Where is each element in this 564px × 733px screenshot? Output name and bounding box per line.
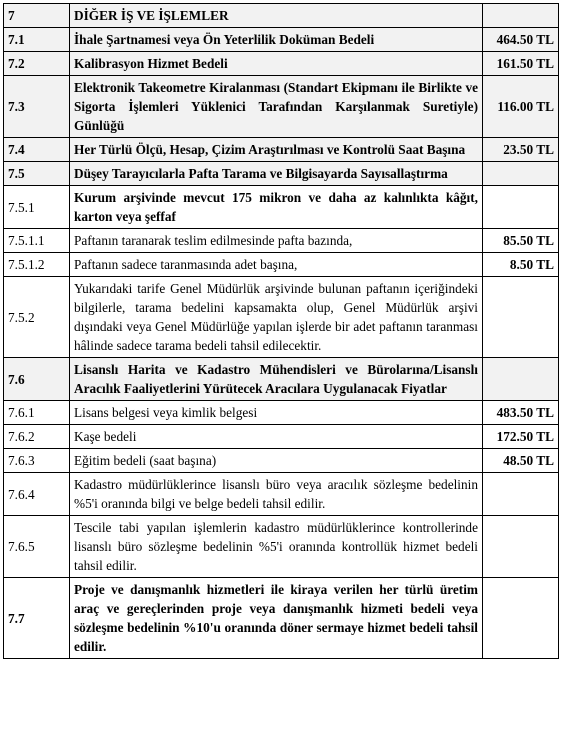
row-description: DİĞER İŞ VE İŞLEMLER — [70, 4, 483, 28]
row-price — [483, 516, 559, 578]
fee-table-body — [4, 4, 559, 659]
row-code: 7.4 — [4, 138, 70, 162]
row-description: Düşey Tarayıcılarla Pafta Tarama ve Bilgisayarda Sayısallaştırma — [70, 162, 483, 186]
fee-table — [3, 3, 559, 659]
row-price — [483, 578, 559, 659]
row-price: 85.50 TL — [483, 229, 559, 253]
row-code: 7.5.1.2 — [4, 253, 70, 277]
row-price: 464.50 TL — [483, 28, 559, 52]
row-description: Lisans belgesi veya kimlik belgesi — [70, 401, 483, 425]
table-row — [4, 401, 559, 425]
row-description: Yukarıdaki tarife Genel Müdürlük arşivinde bulunan paftanın içeriğindeki bilgilerle, tarama bedelini kapsamakta olup, Genel Müdürlük arşivi dışındaki veya Genel Müdürlüğe yapılan işlerde bir adet paftanın taranması hâlinde sadece tarama bedeli tahsil edilecektir. — [70, 277, 483, 358]
row-code: 7.7 — [4, 578, 70, 659]
row-code: 7.5.2 — [4, 277, 70, 358]
table-row — [4, 52, 559, 76]
table-row — [4, 277, 559, 358]
row-description: Tescile tabi yapılan işlemlerin kadastro müdürlüklerince kontrollerinde lisanslı büro sözleşme bedelinin %5'i oranında kontrollük hizmet bedeli tahsil edilir. — [70, 516, 483, 578]
table-row — [4, 425, 559, 449]
table-row — [4, 449, 559, 473]
row-description: Eğitim bedeli (saat başına) — [70, 449, 483, 473]
row-description: Elektronik Takeometre Kiralanması (Standart Ekipmanı ile Birlikte ve Sigorta İşlemleri Yüklenici Tarafından Karşılanmak Suretiyle) Günlüğü — [70, 76, 483, 138]
row-price — [483, 358, 559, 401]
row-code: 7.6.2 — [4, 425, 70, 449]
row-description: Kalibrasyon Hizmet Bedeli — [70, 52, 483, 76]
row-code: 7.6.5 — [4, 516, 70, 578]
row-price: 172.50 TL — [483, 425, 559, 449]
row-code: 7.6 — [4, 358, 70, 401]
row-code: 7.3 — [4, 76, 70, 138]
table-row — [4, 162, 559, 186]
row-price: 8.50 TL — [483, 253, 559, 277]
row-code: 7 — [4, 4, 70, 28]
table-row — [4, 186, 559, 229]
row-description: Paftanın taranarak teslim edilmesinde pafta bazında, — [70, 229, 483, 253]
table-row — [4, 4, 559, 28]
row-price: 116.00 TL — [483, 76, 559, 138]
row-code: 7.6.4 — [4, 473, 70, 516]
table-row — [4, 473, 559, 516]
row-price — [483, 277, 559, 358]
table-row — [4, 578, 559, 659]
row-code: 7.5.1 — [4, 186, 70, 229]
table-row — [4, 76, 559, 138]
row-price: 48.50 TL — [483, 449, 559, 473]
row-description: Paftanın sadece taranmasında adet başına, — [70, 253, 483, 277]
row-price: 483.50 TL — [483, 401, 559, 425]
table-row — [4, 253, 559, 277]
row-price — [483, 186, 559, 229]
row-code: 7.1 — [4, 28, 70, 52]
table-row — [4, 516, 559, 578]
table-row — [4, 229, 559, 253]
row-description: Proje ve danışmanlık hizmetleri ile kiraya verilen her türlü üretim araç ve gereçlerinden proje veya danışmanlık hizmeti bedeli veya sözleşme bedelinin %10'u oranında döner sermaye hizmet bedeli tahsil edilir. — [70, 578, 483, 659]
row-description: İhale Şartnamesi veya Ön Yeterlilik Doküman Bedeli — [70, 28, 483, 52]
table-row — [4, 138, 559, 162]
row-code: 7.6.3 — [4, 449, 70, 473]
table-row — [4, 28, 559, 52]
row-price — [483, 4, 559, 28]
row-code: 7.2 — [4, 52, 70, 76]
row-code: 7.5 — [4, 162, 70, 186]
row-price: 23.50 TL — [483, 138, 559, 162]
row-price — [483, 162, 559, 186]
row-price: 161.50 TL — [483, 52, 559, 76]
row-description: Lisanslı Harita ve Kadastro Mühendisleri ve Bürolarına/Lisanslı Aracılık Faaliyetlerini Yürütecek Aracılara Uygulanacak Fiyatlar — [70, 358, 483, 401]
row-code: 7.5.1.1 — [4, 229, 70, 253]
row-description: Her Türlü Ölçü, Hesap, Çizim Araştırılması ve Kontrolü Saat Başına — [70, 138, 483, 162]
row-code: 7.6.1 — [4, 401, 70, 425]
row-price — [483, 473, 559, 516]
table-row — [4, 358, 559, 401]
row-description: Kurum arşivinde mevcut 175 mikron ve daha az kalınlıkta kâğıt, karton veya şeffaf — [70, 186, 483, 229]
row-description: Kaşe bedeli — [70, 425, 483, 449]
row-description: Kadastro müdürlüklerince lisanslı büro veya aracılık sözleşme bedelinin %5'i oranında bilgi ve belge bedeli tahsil edilir. — [70, 473, 483, 516]
